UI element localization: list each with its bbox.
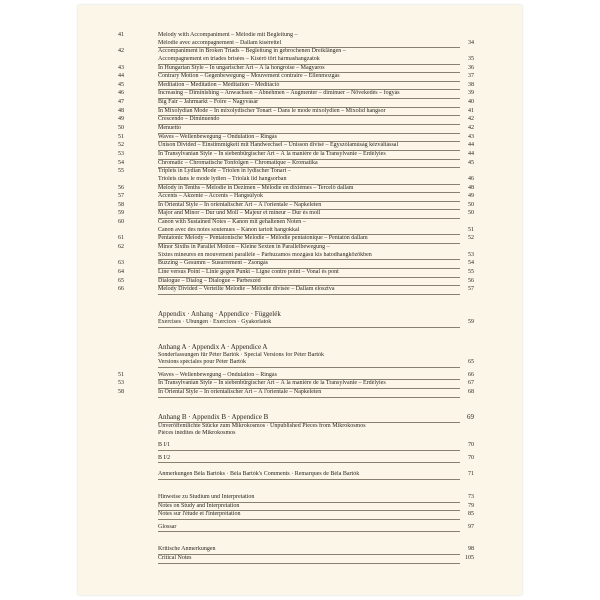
separator-rule <box>158 367 460 368</box>
entry-page: 71 <box>468 471 474 478</box>
entry-title: In Mixolydian Mode – In mixolydischer Tonart – Dans le mode mixolydien – Mixolíd hangsor <box>158 107 386 114</box>
entry-page: 41 <box>468 107 474 114</box>
critical-entry <box>118 555 474 563</box>
appendix-b-heading-text: Anhang B · Appendix B · Appendice B <box>158 412 269 421</box>
entry-page: 44 <box>468 142 474 149</box>
entry-title: Big Fair – Jahrmarkt – Foire – Nagyvásár <box>158 99 259 106</box>
entry-page: 42 <box>468 125 474 132</box>
comments-entry <box>118 471 474 479</box>
study-entry <box>118 503 474 511</box>
entry-number: 66 <box>118 286 124 293</box>
table-of-contents <box>118 32 474 564</box>
entry-title: Contrary Motion – Gegenbewegung – Mouvement contraire – Ellenmozgás <box>158 73 340 80</box>
entry-title: Kritische Anmerkungen <box>158 546 216 553</box>
entry-title: Crescendo – Diminuendo <box>158 116 220 123</box>
entry-title: Increasing – Diminishing – Anwachsen – Abnehmen – Augmenter – diminuer – Növekedés – fogyás <box>158 90 400 97</box>
separator-rule <box>158 519 460 520</box>
entry-title: Waves – Wellenbewegung – Ondulation – Ringás <box>158 371 277 378</box>
appendix-heading <box>118 309 474 319</box>
toc-entry <box>118 48 474 56</box>
entry-number: 47 <box>118 99 124 106</box>
entry-page: 70 <box>468 454 474 461</box>
toc-entry <box>118 134 474 142</box>
appendix-b-heading-page: 69 <box>467 412 474 421</box>
entry-title: Dialogue – Dialog – Dialogue – Párbeszéd <box>158 277 261 284</box>
entry-number: 48 <box>118 107 124 114</box>
entry-page: 79 <box>468 502 474 509</box>
entry-title: Chromatic – Chromatische Tonfolgen – Chromatique – Kromatika <box>158 159 318 166</box>
entry-title: In Transylvanian Style – In siebenbürgischer Art – À la manière de la Transylvanie – Erdélyies <box>158 380 386 387</box>
entry-page: 50 <box>468 201 474 208</box>
spacer <box>118 295 474 309</box>
entry-title: Hinweise zu Studium und Interpretation <box>158 493 255 500</box>
study-entry <box>118 511 474 519</box>
entry-title: Unveröffentlichte Stücke zum Mikrokosmos · Unpublished Pieces from Mikrokosmos <box>158 422 366 429</box>
toc-entry <box>118 142 474 150</box>
separator-rule <box>158 462 460 463</box>
entry-number: 53 <box>118 380 124 387</box>
entry-number: 42 <box>118 48 124 55</box>
entry-page: 48 <box>468 184 474 191</box>
spacer <box>118 480 474 494</box>
entry-number: 54 <box>118 159 124 166</box>
toc-entry <box>118 151 474 159</box>
entry-page: 85 <box>468 511 474 518</box>
appendix-a-entry <box>118 372 474 380</box>
entry-page: 49 <box>468 193 474 200</box>
appendix-b-heading <box>118 412 474 422</box>
entry-page: 66 <box>468 371 474 378</box>
entry-number: 50 <box>118 125 124 132</box>
entry-title: Major and Minor – Dur und Moll – Majeur et mineur – Dur és moll <box>158 210 321 217</box>
separator-rule <box>158 479 460 480</box>
entry-number: 51 <box>118 371 124 378</box>
entry-title: Meditation – Meditation – Méditation – Méditáció <box>158 81 280 88</box>
entry-number: 63 <box>118 260 124 267</box>
toc-entry <box>118 278 474 286</box>
appendix-a-line <box>118 359 474 367</box>
toc-entry <box>118 252 474 260</box>
entry-page: 57 <box>468 286 474 293</box>
entry-title: Accompagnement en triades brisées – Kísérő tört hármashangzatok <box>158 55 320 62</box>
toc-entry <box>118 286 474 294</box>
appendix-a-entry <box>118 389 474 397</box>
toc-entry <box>118 210 474 218</box>
entry-title: Line versus Point – Linie gegen Punkt – Ligne contre point – Vonal és pont <box>158 268 339 275</box>
entry-page: 50 <box>468 210 474 217</box>
separator-rule <box>158 531 460 532</box>
entry-number: 45 <box>118 81 124 88</box>
toc-entry <box>118 65 474 73</box>
entry-page: 56 <box>468 277 474 284</box>
entry-number: 52 <box>118 142 124 149</box>
toc-entry <box>118 99 474 107</box>
entry-title: Pièces inédites de Mikrokosmos <box>158 430 236 437</box>
entry-title: Minor Sixths in Parallel Motion – Kleine Sexten in Parallelbewegung – <box>158 244 330 251</box>
entry-page: 97 <box>468 523 474 530</box>
entry-number: 65 <box>118 277 124 284</box>
entry-title: Waves – Wellenbewegung – Ondulation – Ringás <box>158 133 277 140</box>
entry-number: 43 <box>118 64 124 71</box>
entry-page: 53 <box>468 251 474 258</box>
entry-title: Notes on Study and Interpretation <box>158 502 240 509</box>
entry-page: 65 <box>468 359 474 366</box>
entry-title: Triplets in Lydian Mode – Triolen in lydischer Tonart – <box>158 168 291 175</box>
toc-entry <box>118 32 474 40</box>
entry-title: In Oriental Style – In orientalischer Art – À l'orientale – Napkeleten <box>158 201 322 208</box>
entry-page: 42 <box>468 116 474 123</box>
entry-number: 49 <box>118 116 124 123</box>
entry-number: 58 <box>118 389 124 396</box>
entry-page: 37 <box>468 73 474 80</box>
entry-title: Critical Notes <box>158 555 192 562</box>
entry-page: 44 <box>468 150 474 157</box>
appendix-b-line <box>118 430 474 438</box>
entry-page: 70 <box>468 441 474 448</box>
entry-number: 60 <box>118 219 124 226</box>
entry-title: Melody with Accompaniment – Mélodie mit Begleitung – <box>158 32 298 38</box>
toc-entry <box>118 193 474 201</box>
book-page <box>78 5 522 595</box>
toc-entry <box>118 260 474 268</box>
toc-entry <box>118 82 474 90</box>
entry-title: B I/1 <box>158 441 171 448</box>
appendix-heading-text: Appendix · Anhang · Appendice · Függelék <box>158 309 281 318</box>
toc-entry <box>118 116 474 124</box>
toc-entry <box>118 269 474 277</box>
entry-title: Buzzing – Gesumm – Susurrement – Zsongás <box>158 260 268 267</box>
entry-page: 35 <box>468 55 474 62</box>
entry-title: Sixtes mineures en mouvement parallèle – Párhuzamos mozgású kis hatodhangközökben <box>158 251 372 258</box>
entry-page: 34 <box>468 39 474 46</box>
toc-entry <box>118 125 474 133</box>
entry-page: 38 <box>468 81 474 88</box>
entry-title: B I/2 <box>158 454 171 461</box>
entry-number: 64 <box>118 268 124 275</box>
separator-rule <box>158 327 460 328</box>
appendix-a-heading-text: Anhang A · Appendix A · Appendice A <box>158 342 268 351</box>
study-entry <box>118 524 474 532</box>
toc-entry <box>118 40 474 48</box>
entry-title: Triolets dans le mode lydien – Triolák lid hangsorban <box>158 175 287 182</box>
toc-entry <box>118 108 474 116</box>
entry-number: 61 <box>118 235 124 242</box>
entry-number: 57 <box>118 193 124 200</box>
entry-page: 39 <box>468 90 474 97</box>
toc-entry <box>118 73 474 81</box>
entry-title: Versions spéciales pour Péter Bartók <box>158 359 246 366</box>
appendix-a-line <box>118 352 474 360</box>
toc-entry <box>118 202 474 210</box>
entry-title: In Oriental Style – In orientalischer Art – À l'orientale – Napkeleten <box>158 389 322 396</box>
entry-page: 40 <box>468 99 474 106</box>
entry-title: Exercises · Übungen · Exercices · Gyakorlatok <box>158 318 272 325</box>
entry-title: In Hungarian Style – In ungarischer Art – À la hongroise – Magyaros <box>158 64 325 71</box>
entry-page: 43 <box>468 133 474 140</box>
toc-entry <box>118 160 474 168</box>
entry-number: 51 <box>118 133 124 140</box>
entry-page: 55 <box>468 268 474 275</box>
entry-number: 46 <box>118 90 124 97</box>
entry-title: Anmerkungen Béla Bartóks · Béla Bartók's Comments · Remarques de Béla Bartók <box>158 471 360 478</box>
entry-page: 36 <box>468 64 474 71</box>
entry-number: 56 <box>118 184 124 191</box>
entry-title: Accompaniment in Broken Triads – Begleitung in gebrochenen Dreiklängen – <box>158 48 346 55</box>
entry-title: Mélodie avec accompagnement – Dallam kísérettel <box>158 39 282 46</box>
entry-number: 44 <box>118 73 124 80</box>
toc-entry <box>118 185 474 193</box>
appendix-b-line <box>118 423 474 431</box>
entry-page: 67 <box>468 380 474 387</box>
toc-entry <box>118 227 474 235</box>
entry-number: 55 <box>118 168 124 175</box>
toc-entry <box>118 219 474 227</box>
entry-title: In Transylvanian Style – In siebenbürgischer Art – À la manière de la Transylvanie – Erdélyies <box>158 150 386 157</box>
entry-number: 59 <box>118 210 124 217</box>
entry-number: 41 <box>118 32 124 38</box>
separator-rule <box>158 563 460 564</box>
entry-page: 51 <box>468 226 474 233</box>
entry-title: Sonderfassungen für Péter Bartók · Special Versions for Péter Bartók <box>158 351 325 358</box>
entry-title: Menuetto <box>158 125 181 132</box>
critical-entry <box>118 546 474 554</box>
separator-rule <box>158 450 460 451</box>
exercises-entry <box>118 319 474 327</box>
spacer <box>118 328 474 342</box>
study-entry <box>118 494 474 502</box>
entry-page: 68 <box>468 389 474 396</box>
entry-title: Unison Divided – Einstimmigkeit mit Handwechsel – Unisson divisé – Egyszólamúság kézváltással <box>158 142 399 149</box>
entry-page: 54 <box>468 260 474 267</box>
entry-title: Glossar <box>158 523 177 530</box>
spacer <box>118 532 474 546</box>
toc-entry <box>118 168 474 176</box>
entry-page: 73 <box>468 493 474 500</box>
appendix-a-entry <box>118 380 474 388</box>
entry-number: 58 <box>118 201 124 208</box>
toc-entry <box>118 235 474 243</box>
entry-title: Pentatonic Melody – Pentatonische Melodie – Mélodie pentatonique – Pentatón dallam <box>158 235 368 242</box>
appendix-b-entry <box>118 442 474 450</box>
entry-page: 52 <box>468 235 474 242</box>
entry-title: Accents – Akzente – Accents – Hangsúlyok <box>158 193 263 200</box>
entry-title: Notes sur l'étude et l'interprétation <box>158 511 241 518</box>
entry-page: 105 <box>465 555 474 562</box>
spacer <box>118 398 474 412</box>
toc-entry <box>118 90 474 98</box>
entry-page: 98 <box>468 546 474 553</box>
entry-page: 45 <box>468 159 474 166</box>
entry-title: Canon avec des notes soutenues – Kánon tartott hangokkal <box>158 226 300 233</box>
toc-entry <box>118 244 474 252</box>
toc-entry <box>118 56 474 64</box>
appendix-a-heading <box>118 342 474 352</box>
toc-entry <box>118 176 474 184</box>
separator-rule <box>158 294 460 295</box>
entry-title: Melody Divided – Verteilte Melodie – Mélodie divisée – Dallam elosztva <box>158 286 335 293</box>
appendix-b-entry <box>118 455 474 463</box>
entry-number: 62 <box>118 244 124 251</box>
entry-title: Melody in Tenths – Melodie in Dezimen – Mélodie en dixièmes – Tercelő dallam <box>158 184 354 191</box>
entry-title: Canon with Sustained Notes – Kanon mit gehaltenen Noten – <box>158 219 306 226</box>
separator-rule <box>158 397 460 398</box>
entry-page: 59 <box>468 318 474 325</box>
entry-number: 53 <box>118 150 124 157</box>
entry-page: 46 <box>468 175 474 182</box>
